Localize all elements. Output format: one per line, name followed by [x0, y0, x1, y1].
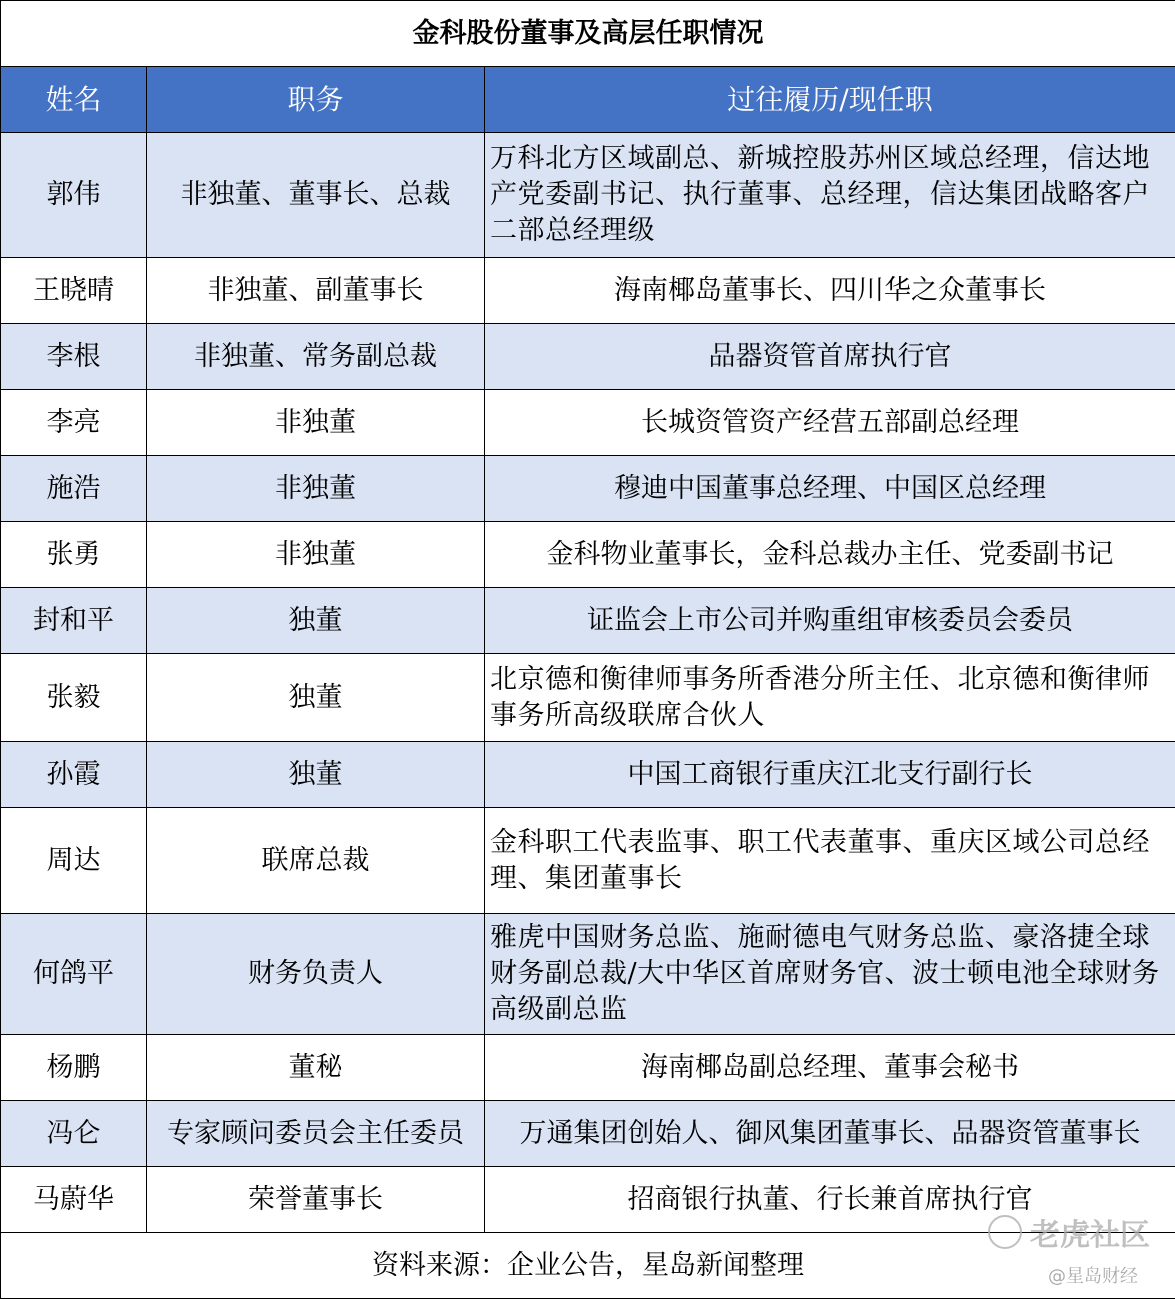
row-position: 独董: [147, 588, 485, 654]
table-row: [1, 654, 1175, 742]
row-position: 非独董: [147, 390, 485, 456]
table-row: [1, 1101, 1175, 1167]
row-name: 郭伟: [1, 133, 147, 258]
row-name: 周达: [1, 808, 147, 914]
row-name: 杨鹏: [1, 1035, 147, 1101]
row-name: 何鸽平: [1, 914, 147, 1035]
row-name: 马蔚华: [1, 1167, 147, 1233]
header-history: 过往履历/现任职: [485, 67, 1175, 133]
table-title: 金科股份董事及高层任职情况: [1, 1, 1175, 67]
row-name: 孙霞: [1, 742, 147, 808]
row-position: 非独董: [147, 522, 485, 588]
row-position: 独董: [147, 742, 485, 808]
row-history: 海南椰岛副总经理、董事会秘书: [485, 1035, 1175, 1101]
table-row: [1, 324, 1175, 390]
account-watermark: @星岛财经: [1048, 1266, 1138, 1287]
table-row: [1, 914, 1175, 1035]
row-position: 联席总裁: [147, 808, 485, 914]
table-row: [1, 588, 1175, 654]
row-history: 万科北方区域副总、新城控股苏州区域总经理，信达地产党委副书记、执行董事、总经理，信达集团战略客户二部总经理级: [485, 133, 1175, 258]
row-position: 非独董、常务副总裁: [147, 324, 485, 390]
row-position: 非独董、副董事长: [147, 258, 485, 324]
row-position: 董秘: [147, 1035, 485, 1101]
row-history: 中国工商银行重庆江北支行副行长: [485, 742, 1175, 808]
row-name: 冯仑: [1, 1101, 147, 1167]
row-history: 金科职工代表监事、职工代表董事、重庆区域公司总经理、集团董事长: [485, 808, 1175, 914]
row-history: 海南椰岛董事长、四川华之众董事长: [485, 258, 1175, 324]
row-history: 万通集团创始人、御风集团董事长、品器资管董事长: [485, 1101, 1175, 1167]
row-history: 雅虎中国财务总监、施耐德电气财务总监、豪洛捷全球财务副总裁/大中华区首席财务官、波士顿电池全球财务高级副总监: [485, 914, 1175, 1035]
row-name: 封和平: [1, 588, 147, 654]
row-name: 张勇: [1, 522, 147, 588]
table-row: [1, 1035, 1175, 1101]
header-name: 姓名: [1, 67, 147, 133]
header-position: 职务: [147, 67, 485, 133]
table-row: [1, 808, 1175, 914]
table-row: [1, 522, 1175, 588]
brand-watermark-text: 老虎社区: [1030, 1218, 1150, 1253]
row-history: 长城资管资产经营五部副总经理: [485, 390, 1175, 456]
row-position: 财务负责人: [147, 914, 485, 1035]
paw-logo-icon: [988, 1215, 1022, 1249]
brand-watermark: [988, 1210, 1150, 1254]
row-name: 施浩: [1, 456, 147, 522]
row-history: 北京德和衡律师事务所香港分所主任、北京德和衡律师事务所高级联席合伙人: [485, 654, 1175, 742]
source-note: 资料来源：企业公告，星岛新闻整理: [1, 1233, 1175, 1299]
row-position: 独董: [147, 654, 485, 742]
table-row: [1, 456, 1175, 522]
table-row: [1, 390, 1175, 456]
row-history: 招商银行执董、行长兼首席执行官: [485, 1167, 1175, 1233]
row-name: 王晓晴: [1, 258, 147, 324]
header-row: [1, 67, 1175, 133]
row-history: 金科物业董事长，金科总裁办主任、党委副书记: [485, 522, 1175, 588]
row-history: 品器资管首席执行官: [485, 324, 1175, 390]
row-history: 穆迪中国董事总经理、中国区总经理: [485, 456, 1175, 522]
table-row: [1, 133, 1175, 258]
row-name: 张毅: [1, 654, 147, 742]
row-position: 非独董: [147, 456, 485, 522]
row-position: 非独董、董事长、总裁: [147, 133, 485, 258]
row-history: 证监会上市公司并购重组审核委员会委员: [485, 588, 1175, 654]
row-position: 荣誉董事长: [147, 1167, 485, 1233]
row-position: 专家顾问委员会主任委员: [147, 1101, 485, 1167]
table-row: [1, 258, 1175, 324]
table-row: [1, 742, 1175, 808]
row-name: 李根: [1, 324, 147, 390]
row-name: 李亮: [1, 390, 147, 456]
